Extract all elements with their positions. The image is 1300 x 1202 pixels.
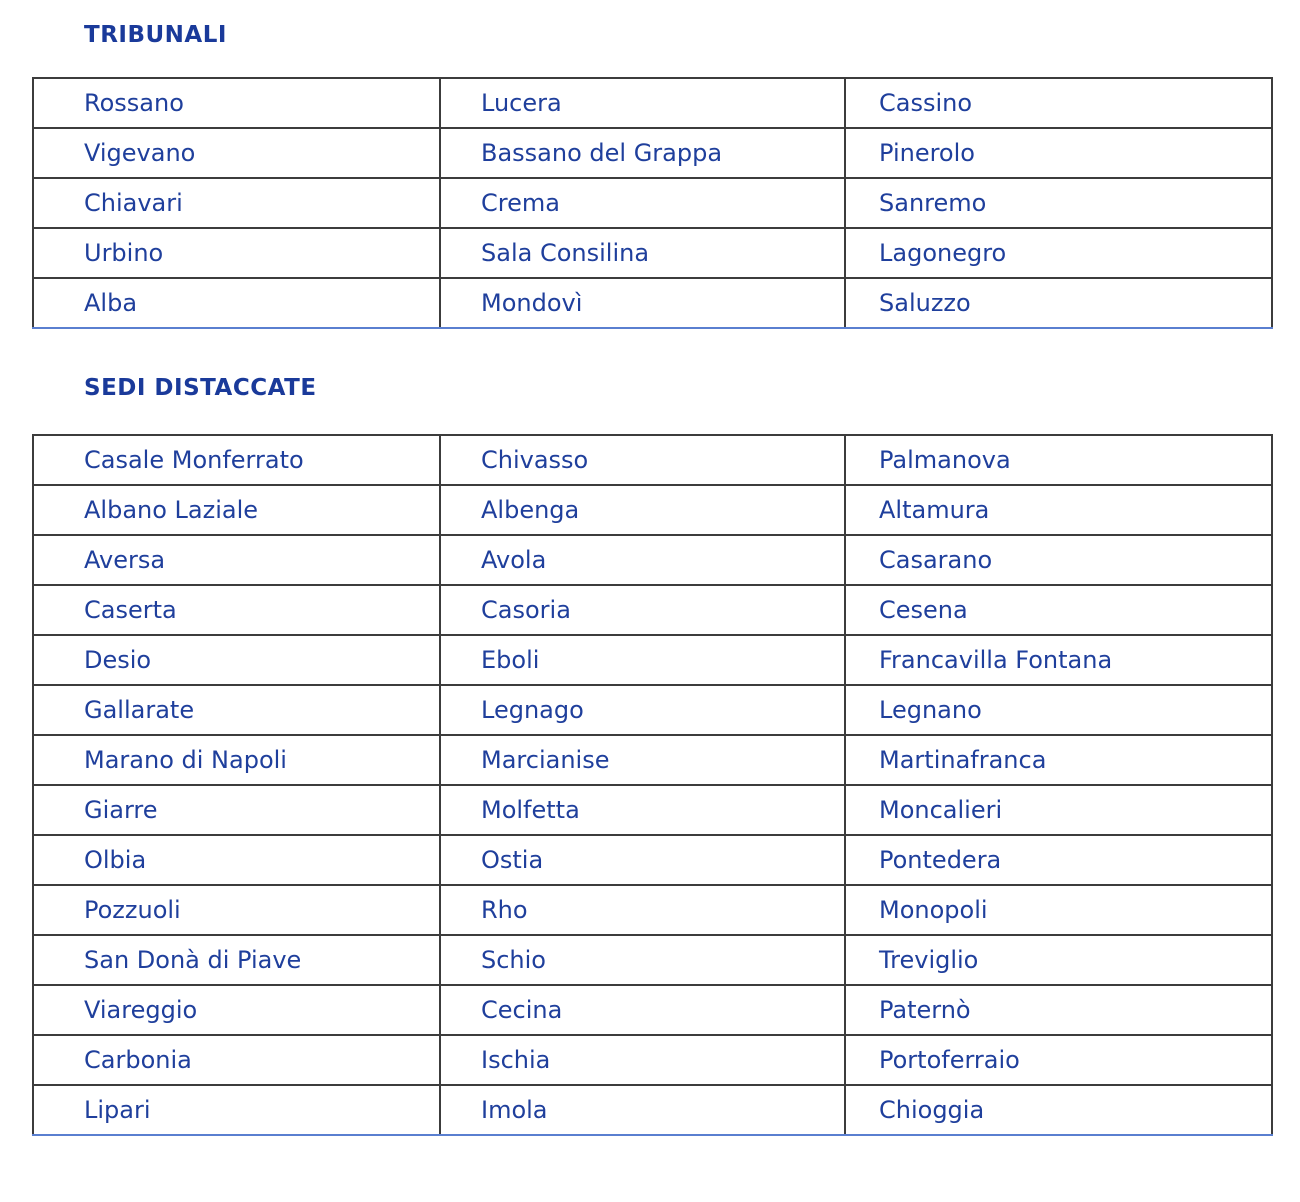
table-cell: Olbia [33,835,440,885]
tribunali-heading: TRIBUNALI [84,22,227,48]
table-cell: Chiavari [33,178,440,228]
table-cell: Gallarate [33,685,440,735]
table-cell: Alba [33,278,440,328]
sedi-distaccate-heading: SEDI DISTACCATE [84,375,317,401]
table-row [33,785,1272,835]
table-cell: Crema [440,178,845,228]
table-cell: Treviglio [845,935,1272,985]
table-cell: Paternò [845,985,1272,1035]
table-row [33,935,1272,985]
table-cell: Molfetta [440,785,845,835]
table-row [33,228,1272,278]
table-row [33,1035,1272,1085]
table-cell: Desio [33,635,440,685]
table-cell: Palmanova [845,435,1272,485]
table-cell: Chivasso [440,435,845,485]
table-row [33,78,1272,128]
table-cell: Altamura [845,485,1272,535]
table-cell: Pinerolo [845,128,1272,178]
table-cell: Moncalieri [845,785,1272,835]
table-cell: Albenga [440,485,845,535]
table-cell: Viareggio [33,985,440,1035]
table-cell: Eboli [440,635,845,685]
table-cell: Francavilla Fontana [845,635,1272,685]
table-cell: Sala Consilina [440,228,845,278]
table-cell: Portoferraio [845,1035,1272,1085]
table-cell: Mondovì [440,278,845,328]
table-row [33,835,1272,885]
table-cell: Cecina [440,985,845,1035]
sedi-distaccate-table [32,434,1273,1136]
table-cell: Pozzuoli [33,885,440,935]
table-row [33,435,1272,485]
table-cell: Cesena [845,585,1272,635]
table-row [33,485,1272,535]
table-cell: Casoria [440,585,845,635]
table-cell: Marano di Napoli [33,735,440,785]
table-cell: Pontedera [845,835,1272,885]
table-row [33,635,1272,685]
table-cell: Ischia [440,1035,845,1085]
table-cell: Vigevano [33,128,440,178]
table-cell: Sanremo [845,178,1272,228]
table-row [33,735,1272,785]
table-cell: Rho [440,885,845,935]
tribunali-table [32,77,1273,329]
table-cell: Monopoli [845,885,1272,935]
table-cell: Casarano [845,535,1272,585]
table-cell: Lipari [33,1085,440,1135]
table-cell: Lagonegro [845,228,1272,278]
table-cell: Schio [440,935,845,985]
table-cell: Marcianise [440,735,845,785]
table-cell: Saluzzo [845,278,1272,328]
table-cell: Avola [440,535,845,585]
table-row [33,985,1272,1035]
table-cell: Martinafranca [845,735,1272,785]
table-cell: Imola [440,1085,845,1135]
table-cell: Legnano [845,685,1272,735]
table-cell: Caserta [33,585,440,635]
table-row [33,535,1272,585]
table-row [33,685,1272,735]
table-row [33,178,1272,228]
table-cell: San Donà di Piave [33,935,440,985]
table-cell: Bassano del Grappa [440,128,845,178]
table-row [33,128,1272,178]
table-cell: Rossano [33,78,440,128]
table-cell: Urbino [33,228,440,278]
table-cell: Aversa [33,535,440,585]
table-row [33,885,1272,935]
table-cell: Carbonia [33,1035,440,1085]
table-cell: Ostia [440,835,845,885]
table-row [33,1085,1272,1135]
table-cell: Albano Laziale [33,485,440,535]
table-cell: Giarre [33,785,440,835]
table-cell: Legnago [440,685,845,735]
table-cell: Casale Monferrato [33,435,440,485]
table-cell: Lucera [440,78,845,128]
table-cell: Chioggia [845,1085,1272,1135]
table-row [33,278,1272,328]
table-cell: Cassino [845,78,1272,128]
table-row [33,585,1272,635]
